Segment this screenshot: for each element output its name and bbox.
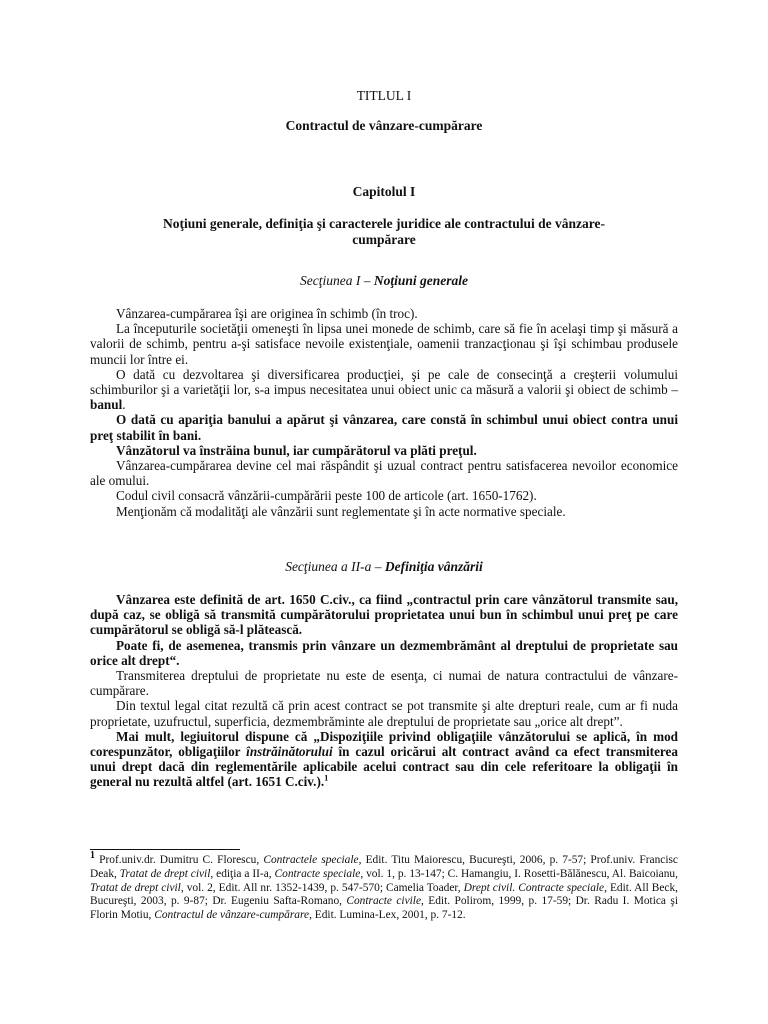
- footnote-text: , Edit. Titu Maiorescu, Bucureşti, 2006, p. 7-57; Prof.univ. Francisc Deak,: [90, 854, 678, 880]
- section-1-title: Noţiuni generale: [373, 273, 468, 288]
- section-1-body: [90, 306, 678, 519]
- chapter-heading: Capitolul I: [352, 184, 416, 199]
- paragraph: Vânzarea-cumpărarea devine cel mai răspândit şi uzual contract pentru satisfacerea nevoilor economice ale omului.: [90, 458, 678, 489]
- footnote-title: Contracte speciale: [274, 867, 361, 880]
- section-2-heading: [0, 559, 768, 575]
- paragraph-bold: [90, 729, 678, 790]
- emphasis-banul: banul: [90, 397, 123, 413]
- footnote-title: Contractele speciale: [263, 854, 359, 866]
- paragraph-text: Mai mult, legiuitorul dispune că „Dispoziţiile privind obligaţiile vânzătorului se aplică, în mod corespunzător, obligaţiilor: [90, 728, 678, 760]
- paragraph-end: .: [122, 397, 126, 413]
- paragraph-text: O dată cu dezvoltarea şi diversificarea producţiei, şi pe cale de consecinţă a creşterii volumului schimburilor şi a varietăţii lor, s-a impus necesitatea unui obiect unic ca măsură a valorii şi obiect de schimb –: [90, 366, 678, 398]
- footnote-title: Drept civil. Contracte speciale: [463, 881, 605, 894]
- paragraph: Codul civil consacră vânzării-cumpărării peste 100 de articole (art. 1650-1762).: [116, 488, 537, 504]
- footnote-title: Contracte civile: [346, 895, 422, 908]
- footnote-number: 1: [90, 850, 95, 862]
- footnote-title: Contractul de vânzare-cumpărare: [154, 909, 310, 922]
- paragraph: Menţionăm că modalităţi ale vânzării sunt reglementate şi în acte normative speciale.: [116, 503, 566, 519]
- subtitle: Contractul de vânzare-cumpărare: [285, 118, 483, 133]
- section-2-body: [90, 592, 678, 790]
- section-1-label: Secţiunea I –: [300, 273, 374, 288]
- section-1-heading: [0, 273, 768, 289]
- section-2-label: Secţiunea a II-a –: [285, 559, 385, 574]
- paragraph: [90, 367, 678, 413]
- footnote-title: Tratat de drept civil: [90, 881, 181, 894]
- footnote-text: , vol. 1, p. 13-147; C. Hamangiu, I. Rosetti-Bălănescu, Al. Baicoianu,: [360, 867, 678, 880]
- emphasis-instrainatorului: înstrăinătorului: [246, 744, 333, 760]
- title: TITLUL I: [356, 88, 412, 103]
- paragraph-bold: O dată cu apariţia banului a apărut şi vânzarea, care constă în schimbul unui obiect contra unui preţ stabilit în bani.: [90, 412, 678, 443]
- footnote-text: , Edit. Lumina-Lex, 2001, p. 7-12.: [309, 909, 466, 922]
- paragraph-text: în cazul oricărui alt contract având ca efect transmiterea unui drept dacă din reglementările aplicabile acelui contract sau din cele referitoare la obligaţii în general nu rezultă altfel (art. 1651 C.civ.).: [90, 744, 678, 790]
- footnote-text: , Edit. Polirom, 1999, p. 17-59; Dr. Radu I. Motica şi Florin Motiu,: [90, 895, 678, 922]
- footnote-text: , Edit. All Beck, Bucureşti, 2003, p. 9-87; Dr. Eugeniu Safta-Romano,: [90, 881, 678, 908]
- paragraph: Din textul legal citat rezultă că prin acest contract se pot transmite şi alte drepturi reale, cum ar fi nuda proprietate, uzufructul, superficia, dezmembrăminte ale dreptului de proprietate sau „orice alt drept”.: [90, 698, 678, 729]
- footnote-text: Prof.univ.dr. Dumitru C. Florescu,: [95, 854, 264, 866]
- paragraph: La începuturile societăţii omeneşti în lipsa unei monede de schimb, care să fie în acelaşi timp şi măsură a valorii de schimb, pentru a-şi satisface nevoile existenţiale, oamenii tranzacţionau şi îşi schimbau produsele muncii lor între ei.: [90, 321, 678, 367]
- footnote-text: , ediţia a II-a,: [210, 867, 275, 880]
- footnote: [90, 850, 678, 923]
- paragraph-bold: Vânzarea este definită de art. 1650 C.civ., ca fiind „contractul prin care vânzătorul transmite sau, după caz, se obligă să transmită cumpărătorului proprietatea unui bun în schimbul unui preţ pe care cumpărătorul se obligă să-l plătească.: [90, 592, 678, 638]
- footnote-text: , vol. 2, Edit. All nr. 1352-1439, p. 547-570; Camelia Toader,: [180, 881, 464, 894]
- footnote-separator: [90, 849, 240, 850]
- chapter-title: Noţiuni generale, definiţia şi caracterele juridice ale contractului de vânzare-cumpărare: [163, 216, 605, 247]
- paragraph-bold: Poate fi, de asemenea, transmis prin vânzare un dezmembrământ al dreptului de proprietate sau orice alt drept“.: [90, 637, 678, 668]
- footnote-reference[interactable]: 1: [324, 773, 329, 784]
- section-2-title: Definiţia vânzării: [384, 559, 483, 574]
- paragraph-bold: Vânzătorul va înstrăina bunul, iar cumpărătorul va plăti preţul.: [116, 442, 477, 458]
- footnote-title: Tratat de drept civil: [119, 867, 211, 880]
- paragraph: Vânzarea-cumpărarea îşi are originea în schimb (în troc).: [116, 306, 418, 321]
- paragraph: Transmiterea dreptului de proprietate nu este de esenţa, ci numai de natura contractului de vânzare-cumpărare.: [90, 668, 678, 699]
